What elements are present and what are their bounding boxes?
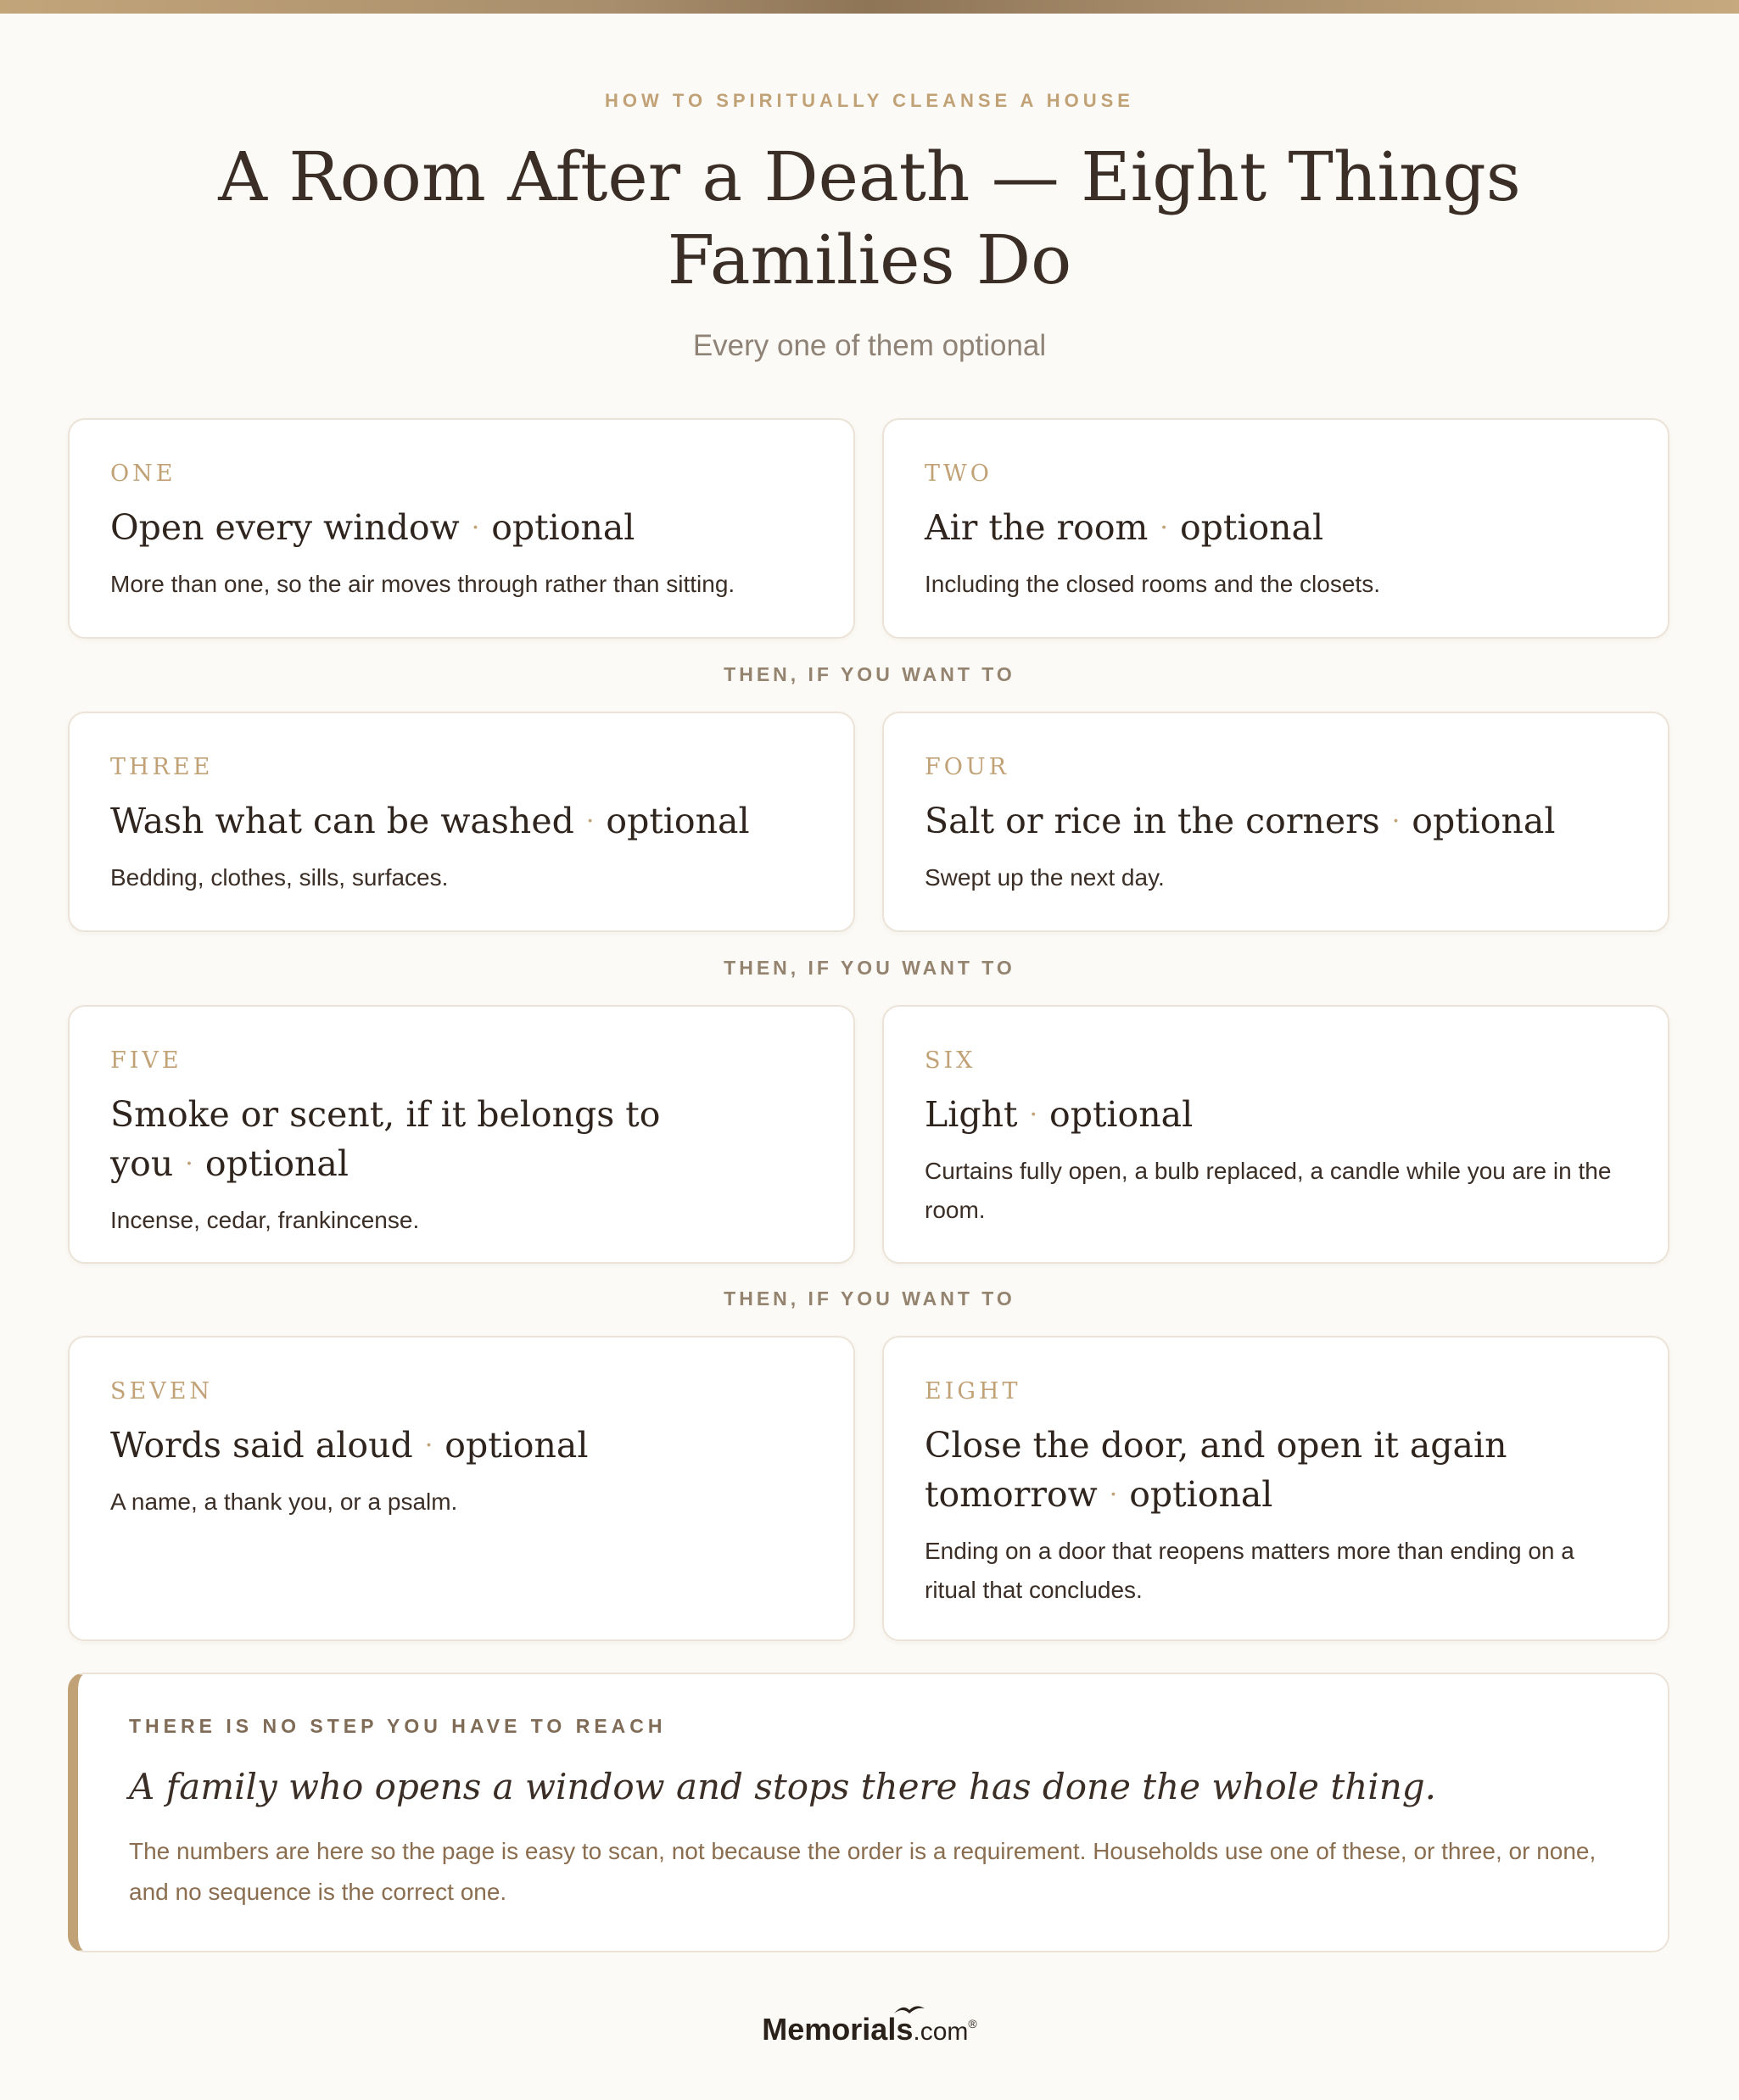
logo-suffix: .com	[913, 2018, 969, 2046]
logo-brand: Memorials	[762, 2012, 914, 2047]
closing-note	[68, 1673, 1669, 1952]
step-title	[925, 796, 1627, 846]
step-label: FOUR	[925, 754, 1009, 780]
step-title	[925, 1090, 1627, 1140]
step-card-two	[882, 418, 1669, 639]
note-body: The numbers are here so the page is easy to scan, not because the order is a requirement. Households use one of these, or three, or none, and no sequence is the correct one.	[129, 1838, 1596, 1905]
step-tag: optional	[1129, 1474, 1273, 1515]
step-label: THREE	[110, 754, 214, 780]
step-description: Curtains fully open, a bulb replaced, a candle while you are in the room.	[925, 1158, 1612, 1223]
step-divider: THEN, IF YOU WANT TO	[724, 1287, 1015, 1310]
step-label: TWO	[925, 461, 993, 487]
step-description: Incense, cedar, frankincense.	[110, 1207, 420, 1233]
step-card-three	[68, 712, 855, 932]
memorials-logo[interactable]	[0, 2012, 1739, 2047]
page-subtitle: Every one of them optional	[692, 329, 1047, 362]
step-description: Swept up the next day.	[925, 864, 1165, 891]
step-label: SIX	[925, 1047, 976, 1074]
top-accent-bar	[0, 0, 1739, 14]
step-title	[110, 796, 813, 846]
separator-dot: ·	[585, 807, 595, 836]
step-divider: THEN, IF YOU WANT TO	[724, 663, 1015, 685]
step-card-eight	[882, 1336, 1669, 1641]
note-label: THERE IS NO STEP YOU HAVE TO REACH	[129, 1715, 667, 1737]
step-tag: optional	[445, 1425, 589, 1466]
separator-dot: ·	[424, 1431, 433, 1461]
step-card-six	[882, 1005, 1669, 1264]
step-card-five	[68, 1005, 855, 1264]
step-card-four	[882, 712, 1669, 932]
separator-dot: ·	[471, 513, 480, 543]
step-tag: optional	[204, 1143, 349, 1184]
step-title	[925, 503, 1627, 553]
step-description: Including the closed rooms and the closets.	[925, 571, 1380, 597]
step-title-text: Salt or rice in the corners	[925, 801, 1380, 841]
step-title-text: Air the room	[925, 507, 1149, 548]
step-label: FIVE	[110, 1047, 182, 1074]
step-card-one	[68, 418, 855, 639]
note-quote: A family who opens a window and stops there has done the whole thing.	[129, 1766, 1436, 1807]
step-tag: optional	[1412, 801, 1556, 841]
step-title	[110, 1090, 813, 1189]
step-tag: optional	[1179, 507, 1324, 548]
kicker: HOW TO SPIRITUALLY CLEANSE A HOUSE	[605, 90, 1134, 111]
step-label: ONE	[110, 461, 176, 487]
step-title	[110, 503, 813, 553]
step-description: Bedding, clothes, sills, surfaces.	[110, 864, 449, 891]
step-title-text: Light	[925, 1094, 1018, 1135]
separator-dot: ·	[1160, 513, 1168, 543]
step-divider: THEN, IF YOU WANT TO	[724, 957, 1015, 979]
step-title-text: Words said aloud	[110, 1425, 413, 1466]
step-tag: optional	[606, 801, 750, 841]
step-title	[110, 1421, 813, 1471]
step-title-text: Smoke or scent, if it belongs to you	[110, 1094, 661, 1184]
page-title: A Room After a Death — Eight Things Families Do	[218, 137, 1521, 299]
separator-dot: ·	[1391, 807, 1401, 836]
step-card-seven	[68, 1336, 855, 1641]
step-title	[925, 1421, 1627, 1520]
step-title-text: Close the door, and open it again tomorrow	[925, 1425, 1507, 1515]
step-description: A name, a thank you, or a psalm.	[110, 1488, 458, 1515]
step-tag: optional	[491, 507, 635, 548]
step-label: EIGHT	[925, 1378, 1021, 1405]
step-title-text: Open every window	[110, 507, 460, 548]
step-tag: optional	[1049, 1094, 1194, 1135]
separator-dot: ·	[185, 1149, 193, 1179]
logo-registered: ®	[968, 2017, 977, 2030]
step-description: More than one, so the air moves through rather than sitting.	[110, 571, 735, 597]
step-label: SEVEN	[110, 1378, 214, 1405]
step-title-text: Wash what can be washed	[110, 801, 574, 841]
separator-dot: ·	[1029, 1100, 1038, 1130]
step-description: Ending on a door that reopens matters more than ending on a ritual that concludes.	[925, 1538, 1574, 1603]
separator-dot: ·	[1109, 1480, 1118, 1510]
